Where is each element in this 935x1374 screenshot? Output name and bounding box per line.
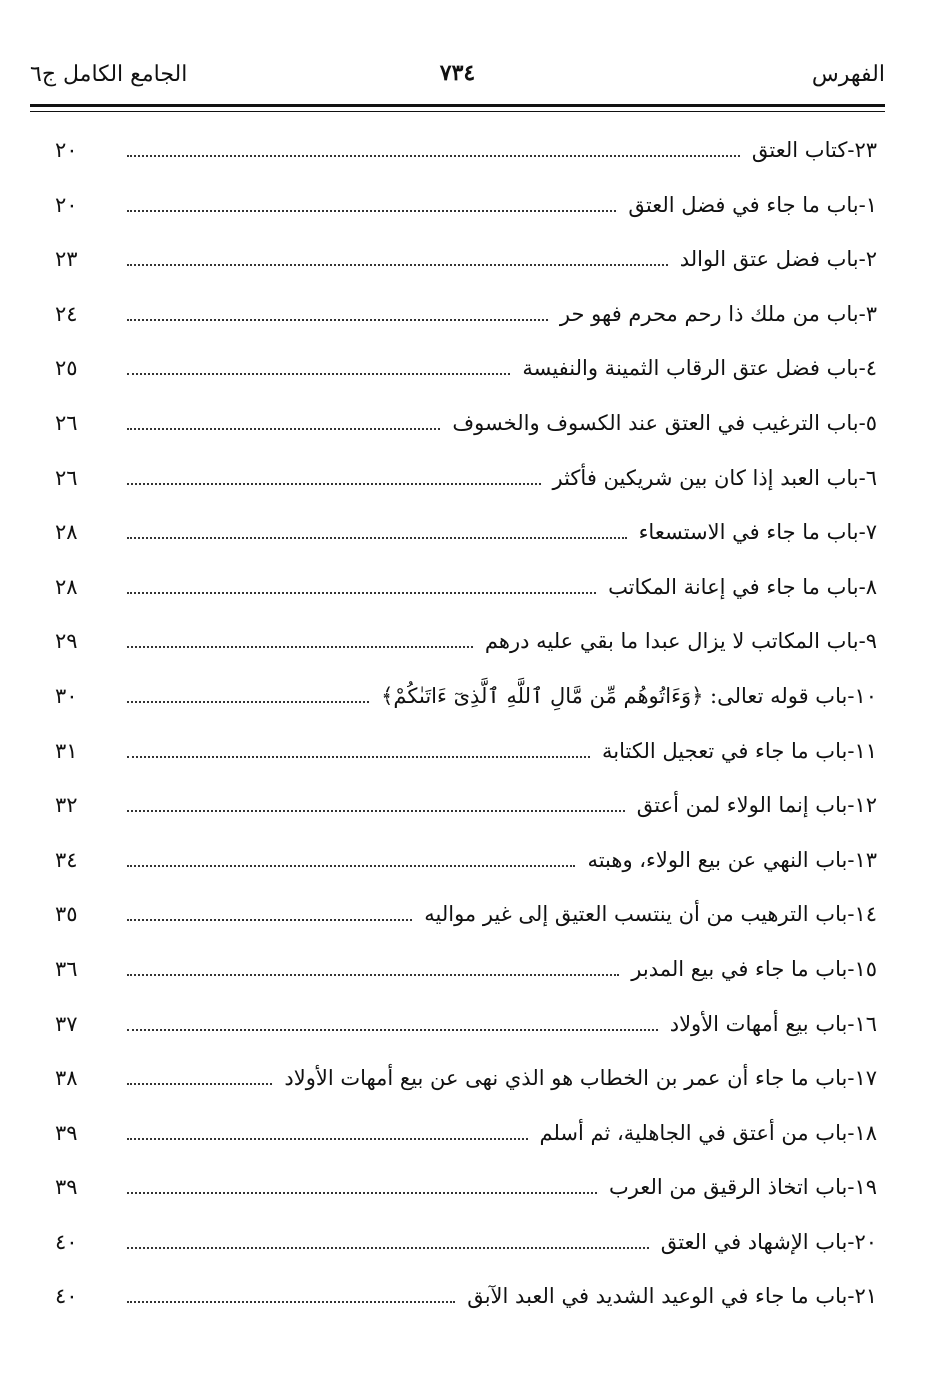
- table-of-contents: [55, 138, 877, 1339]
- header-rule-thin: [30, 111, 885, 112]
- dot-leader: [127, 210, 616, 212]
- dot-leader: [127, 1138, 528, 1140]
- dot-leader: [127, 756, 590, 758]
- toc-entry-page: ٣٩: [55, 1175, 78, 1200]
- toc-entry-title: باب من ملك ذا رحم محرم فهو حر: [559, 301, 859, 326]
- toc-entry-page: ٣٨: [55, 1066, 78, 1091]
- toc-entry: [55, 629, 877, 684]
- toc-entry-number: ٧-: [858, 520, 877, 545]
- toc-entry: [55, 739, 877, 794]
- toc-entry: [55, 684, 877, 739]
- toc-entry-page: ٢٥: [55, 356, 78, 381]
- toc-entry: [55, 466, 877, 521]
- toc-entry-page: ٣٦: [55, 956, 78, 981]
- toc-entry-number: ٤-: [858, 356, 877, 381]
- dot-leader: [127, 483, 541, 485]
- dot-leader: [127, 155, 740, 157]
- toc-entry: [55, 302, 877, 357]
- toc-entry-title: باب ما جاء في الوعيد الشديد في العبد الآبق: [467, 1284, 848, 1309]
- toc-entry-number: ٩-: [858, 629, 877, 654]
- toc-entry-title: باب قوله تعالى: ﴿وَءَاتُوهُم مِّن مَّالِ ٱللَّهِ ٱلَّذِىٓ ءَاتَىٰكُمْ﴾: [381, 683, 848, 708]
- dot-leader: [127, 865, 575, 867]
- toc-entry: [55, 575, 877, 630]
- toc-entry-title: باب من أعتق في الجاهلية، ثم أسلم: [539, 1120, 848, 1145]
- toc-entry-page: ٢٣: [55, 247, 78, 272]
- page-number: ٧٣٤: [439, 60, 476, 86]
- toc-entry: [55, 520, 877, 575]
- toc-entry-number: ٨-: [858, 574, 877, 599]
- toc-entry: [55, 902, 877, 957]
- header-rule-thick: [30, 104, 885, 107]
- toc-entry: [55, 1175, 877, 1230]
- toc-entry-title: باب بيع أمهات الأولاد: [669, 1011, 848, 1036]
- toc-entry-number: ٦-: [858, 465, 877, 490]
- dot-leader: [127, 428, 440, 430]
- dot-leader: [127, 974, 619, 976]
- dot-leader: [127, 319, 548, 321]
- dot-leader: [127, 537, 627, 539]
- toc-entry-title: باب الترهيب من أن ينتسب العتيق إلى غير مواليه: [424, 902, 848, 927]
- toc-entry-page: ٢٨: [55, 574, 78, 599]
- toc-entry-number: ١٣-: [847, 847, 877, 872]
- toc-entry-page: ٢٦: [55, 465, 78, 490]
- toc-entry-title: باب ما جاء في فضل العتق: [628, 192, 859, 217]
- dot-leader: [127, 373, 510, 375]
- dot-leader: [127, 701, 369, 703]
- toc-entry-page: ٢٨: [55, 520, 78, 545]
- toc-entry-title: باب إنما الولاء لمن أعتق: [636, 793, 848, 818]
- toc-entry-number: ١٥-: [847, 956, 877, 981]
- toc-entry: [55, 1230, 877, 1285]
- toc-entry: [55, 411, 877, 466]
- toc-entry-page: ٢٠: [55, 192, 78, 217]
- dot-leader: [127, 1192, 597, 1194]
- toc-entry-title: باب فضل عتق الرقاب الثمينة والنفيسة: [522, 356, 859, 381]
- toc-entry-number: ٢-: [858, 247, 877, 272]
- toc-entry-number: ٥-: [858, 410, 877, 435]
- toc-entry-title: باب فضل عتق الوالد: [679, 247, 859, 272]
- toc-entry-number: ٣-: [858, 301, 877, 326]
- toc-entry-number: ٢١-: [847, 1284, 877, 1309]
- dot-leader: [127, 919, 412, 921]
- dot-leader: [127, 1247, 649, 1249]
- toc-entry-page: ٢٦: [55, 410, 78, 435]
- toc-entry-page: ٢٤: [55, 301, 78, 326]
- toc-entry-page: ٣٩: [55, 1120, 78, 1145]
- toc-entry: [55, 247, 877, 302]
- toc-entry-number: ١٤-: [847, 902, 877, 927]
- toc-entry: [55, 1066, 877, 1121]
- toc-entry-number: ١-: [858, 192, 877, 217]
- header-book-title: الجامع الكامل ج٦: [30, 62, 188, 87]
- dot-leader: [127, 1029, 658, 1031]
- header-section-title: الفهرس: [811, 62, 885, 87]
- dot-leader: [127, 810, 625, 812]
- toc-entry-page: ٣٠: [55, 683, 78, 708]
- toc-entry-title: باب الترغيب في العتق عند الكسوف والخسوف: [452, 410, 859, 435]
- dot-leader: [127, 1301, 455, 1303]
- toc-entry-page: ٣٧: [55, 1011, 78, 1036]
- toc-entry-title: باب ما جاء في إعانة المكاتب: [608, 574, 859, 599]
- toc-entry-number: ٢٣-: [847, 138, 877, 162]
- dot-leader: [127, 646, 473, 648]
- toc-entry-page: ٣١: [55, 738, 78, 763]
- toc-entry-title: باب اتخاذ الرقيق من العرب: [608, 1175, 848, 1200]
- dot-leader: [127, 264, 668, 266]
- toc-entry: [55, 848, 877, 903]
- toc-entry-title: كتاب العتق: [751, 138, 848, 162]
- toc-entry-number: ١٢-: [847, 793, 877, 818]
- toc-entry-number: ٢٠-: [847, 1229, 877, 1254]
- toc-entry-number: ١١-: [847, 738, 877, 763]
- page-header: [30, 58, 885, 98]
- toc-entry-title: باب ما جاء أن عمر بن الخطاب هو الذي نهى عن بيع أمهات الأولاد: [284, 1066, 848, 1091]
- toc-entry: [55, 1284, 877, 1339]
- toc-entry-page: ٢٠: [55, 138, 78, 162]
- toc-entry-title: باب ما جاء في تعجيل الكتابة: [602, 738, 848, 763]
- toc-entry-number: ١٨-: [847, 1120, 877, 1145]
- toc-entry: [55, 1121, 877, 1176]
- toc-entry-title: باب المكاتب لا يزال عبدا ما بقي عليه درهم: [484, 629, 859, 654]
- toc-entry-number: ١٧-: [847, 1066, 877, 1091]
- toc-entry-title: باب النهي عن بيع الولاء، وهبته: [587, 847, 848, 872]
- toc-entry: [55, 957, 877, 1012]
- toc-entry: [55, 138, 877, 193]
- toc-entry-page: ٣٥: [55, 902, 78, 927]
- dot-leader: [127, 592, 596, 594]
- toc-entry-title: باب ما جاء في بيع المدبر: [631, 956, 848, 981]
- toc-entry: [55, 356, 877, 411]
- toc-entry-page: ٤٠: [55, 1229, 78, 1254]
- toc-entry-title: باب العبد إذا كان بين شريكين فأكثر: [552, 465, 859, 490]
- toc-entry-page: ٣٤: [55, 847, 78, 872]
- toc-entry: [55, 793, 877, 848]
- toc-entry: [55, 1012, 877, 1067]
- toc-entry-title: باب الإشهاد في العتق: [660, 1229, 848, 1254]
- dot-leader: [127, 1083, 272, 1085]
- toc-entry-page: ٤٠: [55, 1284, 78, 1309]
- toc-entry-number: ١٠-: [847, 683, 877, 708]
- toc-entry-number: ١٩-: [847, 1175, 877, 1200]
- toc-entry-page: ٢٩: [55, 629, 78, 654]
- toc-entry-page: ٣٢: [55, 793, 78, 818]
- toc-entry-number: ١٦-: [847, 1011, 877, 1036]
- toc-entry: [55, 193, 877, 248]
- toc-entry-title: باب ما جاء في الاستسعاء: [638, 520, 859, 545]
